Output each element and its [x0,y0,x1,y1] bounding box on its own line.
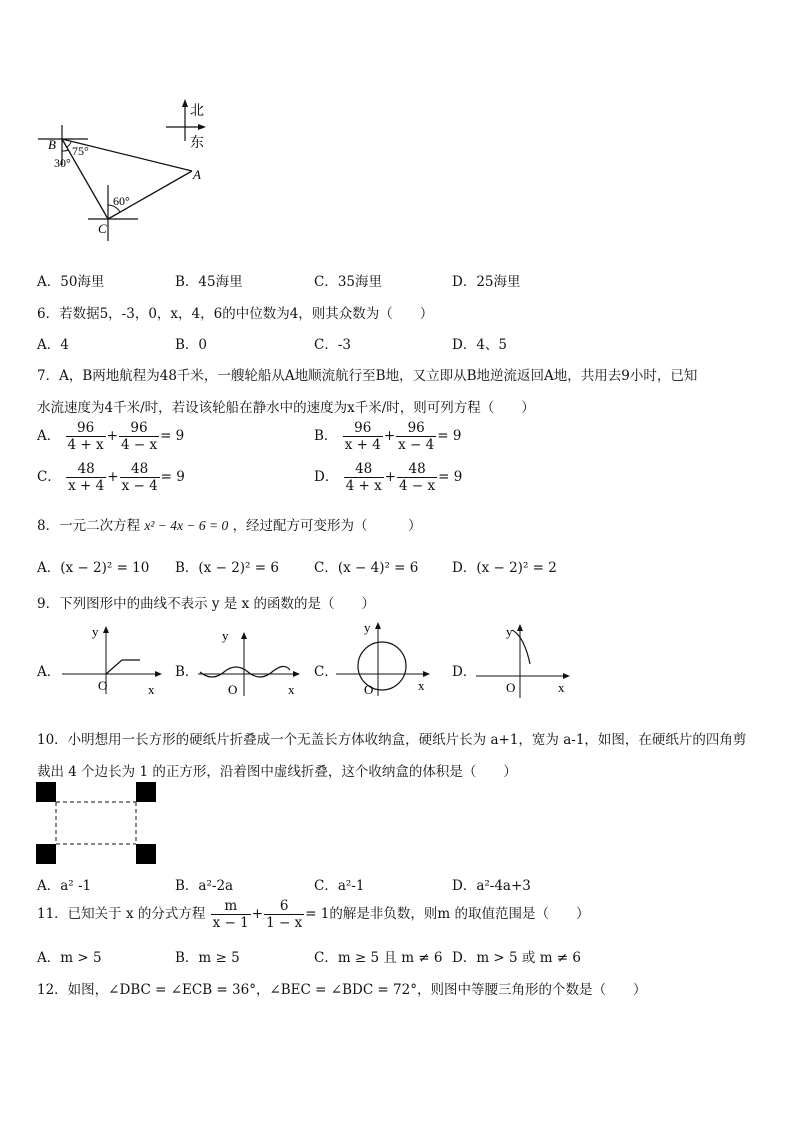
angle-label-60: 60° [113,194,130,208]
q8-option-d: D．(x − 2)² = 2 [452,560,557,576]
y-axis-arrow [517,624,523,631]
y-label: y [222,628,229,643]
numerator: 96 [119,420,159,437]
origin-label: O [228,682,238,697]
compass-triangle-figure [30,95,220,255]
x-axis-arrow [563,673,570,679]
q9-graph-c [330,618,440,702]
q11-frac1 [211,898,251,931]
numerator: 48 [120,461,160,478]
q7-a-frac2 [119,420,159,453]
x-label: x [148,682,155,697]
q7-a-rhs: = 9 [160,428,185,444]
q7-d-rhs: = 9 [438,469,463,485]
x-label: x [288,682,295,697]
q10-box-net-figure [36,782,160,866]
label-B: B [48,137,56,152]
label-C: C [98,221,107,236]
denominator: 4 − x [120,437,158,453]
q10-stem-line1: 10．小明想用一长方形的硬纸片折叠成一个无盖长方体收纳盒，硬纸片长为 a+1，宽为 a-1，如图，在硬纸片的四角剪 [37,732,747,748]
y-label: y [506,624,513,639]
q9-graph-b [196,622,306,702]
angle-label-75: 75° [72,144,89,158]
q8-option-b: B．(x − 2)² = 6 [175,560,279,576]
q9-graph-d [472,620,582,700]
origin-label: O [98,678,108,693]
numerator: 48 [344,461,384,478]
q8-option-a: A．(x − 2)² = 10 [37,560,150,576]
q6-option-c: C．-3 [314,337,351,353]
q6-option-a: A．4 [37,337,69,353]
numerator: m [211,898,251,915]
q7-option-d: D． $\frac{48}{4 + x}$ + $\frac{48}{4 - x}$ = 9 [314,461,463,494]
q11-option-a: A．m > 5 [37,950,102,966]
q11-frac2 [264,898,304,931]
q7-stem-line2: 水流速度为4千米/时，若设该轮船在静水中的速度为x千米/时，则可列方程（ ） [37,400,535,416]
numerator: 6 [264,898,304,915]
q7-c-frac2 [120,461,160,494]
q7-option-a: A． $\frac{96}{4 + x}$ + $\frac{96}{4 - x}$ = 9 [37,420,185,453]
q5-option-d: D．25海里 [452,274,521,290]
y-axis-arrow [375,622,381,629]
q9-graph-a [58,622,168,702]
curve-d [512,630,530,664]
compass-north-arrow [182,99,188,107]
denominator: x + 4 [344,437,381,453]
q7-b-rhs: = 9 [437,428,462,444]
denominator: 4 + x [345,478,382,494]
q7-option-b: B． $\frac{96}{x + 4}$ + $\frac{96}{x - 4}$ = 9 [314,420,462,453]
compass-north-label: 北 [190,104,204,119]
label-A: A [193,167,201,182]
denominator: x + 4 [68,478,105,494]
q7-c-frac1 [66,461,106,494]
q7-d-frac1 [344,461,384,494]
compass-east-label: 东 [190,136,204,151]
q8-stem-pre: 8．一元二次方程 [37,518,141,534]
q9-option-c-label: C． [314,664,338,680]
q10-stem-line2: 裁出 4 个边长为 1 的正方形，沿着图中虚线折叠，这个收纳盒的体积是（ ） [37,764,517,780]
q11-stem-post: 的解是非负数，则m 的取值范围是（ ） [329,906,590,922]
q11-eq: = 1 [305,906,330,922]
q11-option-d: D．m > 5 或 m ≠ 6 [452,950,581,966]
x-label: x [558,680,565,695]
x-axis-arrow [155,671,162,677]
q7-option-c-label: C． [37,469,61,485]
x-axis-arrow [293,671,300,677]
q7-option-b-label: B． [314,428,338,444]
q6-option-b: B．0 [175,337,208,353]
corner-square-bottom-left [36,844,56,864]
q7-stem-line1: 7．A，B两地航程为48千米，一艘轮船从A地顺流航行至B地，又立即从B地逆流返回A地，共用去9小时，已知 [37,368,698,384]
curve-b [200,666,290,677]
corner-square-top-left [36,782,56,802]
numerator: 96 [343,420,383,437]
q7-a-frac1 [66,420,106,453]
denominator: x − 4 [121,478,158,494]
q10-option-d: D．a²-4a+3 [452,878,531,894]
q6-stem: 6．若数据5，-3，0，x，4，6的中位数为4，则其众数为（ ） [37,306,434,322]
q8-option-c: C．(x − 4)² = 6 [314,560,419,576]
numerator: 96 [396,420,436,437]
q7-option-a-label: A． [37,428,61,444]
y-label: y [364,620,371,635]
q9-option-d-label: D． [452,664,477,680]
q12-stem: 12．如图，∠DBC = ∠ECB = 36°，∠BEC = ∠BDC = 72°，则图中等腰三角形的个数是（ ） [37,982,647,998]
q5-option-a: A．50海里 [37,274,105,290]
q8-equation: x² − 4x − 6 = 0 [144,518,229,533]
q10-option-a: A．a² -1 [37,878,92,894]
denominator: 4 − x [399,478,436,494]
q11-option-c: C．m ≥ 5 且 m ≠ 6 [314,950,443,966]
corner-square-top-right [136,782,156,802]
q9-option-b-label: B． [175,664,199,680]
angle-label-30: 30° [54,156,71,170]
q10-option-c: C．a²-1 [314,878,365,894]
q7-b-frac1 [343,420,383,453]
angle-arc-75 [67,142,71,147]
origin-label: O [364,682,374,697]
q7-b-frac2 [396,420,436,453]
denominator: x − 4 [398,437,435,453]
y-axis-arrow [241,632,247,639]
q6-option-d: D．4、5 [452,337,508,353]
q7-d-frac2 [397,461,437,494]
origin-label: O [506,680,516,695]
q7-option-d-label: D． [314,469,339,485]
denominator: 1 − x [266,915,303,931]
q11-stem-pre: 11．已知关于 x 的分式方程 [37,906,206,922]
curve-a [106,660,140,674]
denominator: x − 1 [212,915,249,931]
x-axis-arrow [423,671,430,677]
q9-option-a-label: A． [37,664,61,680]
q7-c-rhs: = 9 [160,469,185,485]
q5-option-b: B．45海里 [175,274,243,290]
numerator: 96 [66,420,106,437]
denominator: 4 + x [67,437,104,453]
y-axis-arrow [103,626,109,633]
numerator: 48 [397,461,437,478]
x-label: x [418,678,425,693]
angle-arc-30 [62,150,68,151]
y-label: y [92,624,99,639]
q11-stem: 11．已知关于 x 的分式方程 $\frac{m}{x - 1}$ + $\frac{6}{1 - x}$ = 1的解是非负数，则m 的取值范围是（ ） [37,898,590,931]
q7-option-c: C． $\frac{48}{x + 4}$ + $\frac{48}{x - 4}$ = 9 [37,461,185,494]
q8-stem [37,514,422,534]
q8-stem-post: ，经过配方可变形为（ ） [232,518,422,534]
q11-option-b: B．m ≥ 5 [175,950,240,966]
q10-option-b: B．a²-2a [175,878,234,894]
numerator: 48 [66,461,106,478]
compass-east-arrow [198,124,206,130]
q5-option-c: C．35海里 [314,274,383,290]
corner-square-bottom-right [136,844,156,864]
q9-stem: 9．下列图形中的曲线不表示 y 是 x 的函数的是（ ） [37,596,375,612]
